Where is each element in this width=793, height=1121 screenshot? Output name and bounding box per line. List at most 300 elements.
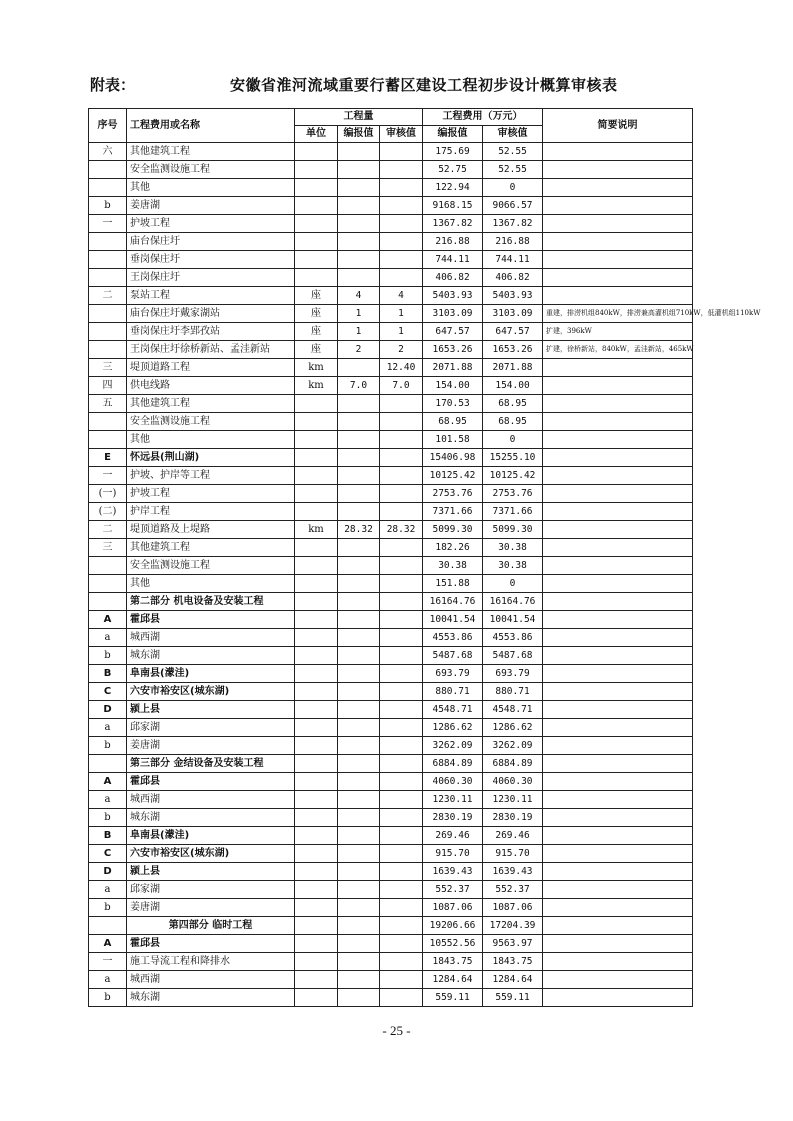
cell-cost-submitted: 744.11 (423, 251, 483, 269)
cell-note (543, 737, 693, 755)
table-row (89, 449, 693, 467)
cell-item-name: 王岗保庄圩徐桥新站、孟洼新站 (127, 341, 295, 359)
cell-qty-submitted (338, 971, 380, 989)
cell-cost-reviewed: 559.11 (483, 989, 543, 1007)
cell-cost-submitted: 154.00 (423, 377, 483, 395)
cell-item-name: 其他 (127, 179, 295, 197)
cell-row-number: 三 (89, 539, 127, 557)
cell-cost-reviewed: 2753.76 (483, 485, 543, 503)
cell-cost-submitted: 15406.98 (423, 449, 483, 467)
cell-cost-reviewed: 9066.57 (483, 197, 543, 215)
cell-qty-reviewed (380, 683, 423, 701)
cell-cost-submitted: 406.82 (423, 269, 483, 287)
cell-qty-reviewed (380, 827, 423, 845)
cell-qty-submitted (338, 629, 380, 647)
cell-row-number: 五 (89, 395, 127, 413)
table-row (89, 683, 693, 701)
cell-cost-submitted: 10552.56 (423, 935, 483, 953)
cell-qty-reviewed (380, 647, 423, 665)
cell-unit (295, 683, 338, 701)
cell-unit: 座 (295, 323, 338, 341)
cell-note (543, 503, 693, 521)
cell-unit: 座 (295, 341, 338, 359)
cell-note (543, 179, 693, 197)
cell-note (543, 953, 693, 971)
table-row (89, 863, 693, 881)
cell-row-number: a (89, 881, 127, 899)
cell-unit (295, 899, 338, 917)
cell-unit (295, 989, 338, 1007)
cell-qty-submitted (338, 395, 380, 413)
table-row (89, 971, 693, 989)
cell-item-name: 其他建筑工程 (127, 395, 295, 413)
cell-qty-reviewed (380, 251, 423, 269)
cell-cost-reviewed: 0 (483, 575, 543, 593)
cell-qty-submitted (338, 539, 380, 557)
table-row (89, 161, 693, 179)
cell-unit (295, 953, 338, 971)
table-row (89, 665, 693, 683)
cell-unit (295, 161, 338, 179)
cell-cost-reviewed: 744.11 (483, 251, 543, 269)
cell-qty-reviewed: 4 (380, 287, 423, 305)
cell-qty-reviewed (380, 935, 423, 953)
cell-qty-reviewed (380, 467, 423, 485)
cell-qty-submitted (338, 881, 380, 899)
cell-qty-reviewed (380, 575, 423, 593)
cell-item-name: 供电线路 (127, 377, 295, 395)
cell-qty-submitted (338, 935, 380, 953)
cell-cost-submitted: 1286.62 (423, 719, 483, 737)
cell-row-number: C (89, 683, 127, 701)
table-row (89, 287, 693, 305)
cell-qty-submitted (338, 701, 380, 719)
cell-qty-submitted: 4 (338, 287, 380, 305)
cell-note (543, 773, 693, 791)
cell-cost-reviewed: 406.82 (483, 269, 543, 287)
cell-item-name: 施工导流工程和降排水 (127, 953, 295, 971)
cell-cost-reviewed: 52.55 (483, 161, 543, 179)
cell-row-number: b (89, 647, 127, 665)
table-row (89, 359, 693, 377)
col-header-quantity: 工程量 (295, 109, 423, 126)
col-header-cost: 工程费用（万元） (423, 109, 543, 126)
cell-unit (295, 485, 338, 503)
cell-unit (295, 935, 338, 953)
cell-unit (295, 881, 338, 899)
document-title: 安徽省淮河流域重要行蓄区建设工程初步设计概算审核表 (230, 76, 618, 94)
cell-qty-submitted (338, 251, 380, 269)
cell-unit (295, 971, 338, 989)
cell-unit (295, 809, 338, 827)
cell-item-name: 第四部分 临时工程 (127, 917, 295, 935)
cell-note (543, 377, 693, 395)
cell-cost-submitted: 915.70 (423, 845, 483, 863)
cell-item-name: 庙台保庄圩 (127, 233, 295, 251)
table-row (89, 215, 693, 233)
table-row (89, 647, 693, 665)
cell-qty-reviewed (380, 899, 423, 917)
cell-note (543, 629, 693, 647)
cell-cost-submitted: 880.71 (423, 683, 483, 701)
cell-qty-reviewed: 1 (380, 305, 423, 323)
cell-note (543, 395, 693, 413)
cell-item-name: 堤顶道路及上堤路 (127, 521, 295, 539)
cell-item-name: 垂岗保庄圩 (127, 251, 295, 269)
cell-cost-submitted: 2071.88 (423, 359, 483, 377)
cell-cost-submitted: 1843.75 (423, 953, 483, 971)
table-row (89, 773, 693, 791)
cell-unit (295, 827, 338, 845)
col-header-name: 工程费用或名称 (127, 109, 295, 143)
cell-cost-reviewed: 4548.71 (483, 701, 543, 719)
cell-note (543, 413, 693, 431)
cell-qty-submitted (338, 413, 380, 431)
table-row (89, 305, 693, 323)
cell-row-number (89, 305, 127, 323)
cell-qty-reviewed (380, 233, 423, 251)
cell-note (543, 557, 693, 575)
cell-row-number: (二) (89, 503, 127, 521)
cell-cost-submitted: 1367.82 (423, 215, 483, 233)
cell-note (543, 935, 693, 953)
cell-unit (295, 395, 338, 413)
cell-qty-submitted (338, 431, 380, 449)
cell-qty-reviewed (380, 881, 423, 899)
cell-row-number (89, 575, 127, 593)
cell-item-name: 其他 (127, 575, 295, 593)
table-row (89, 431, 693, 449)
table-row (89, 413, 693, 431)
cell-note (543, 917, 693, 935)
cell-note (543, 755, 693, 773)
cell-unit: 座 (295, 305, 338, 323)
cell-note (543, 665, 693, 683)
cell-qty-reviewed (380, 143, 423, 161)
cell-cost-reviewed: 647.57 (483, 323, 543, 341)
cell-note (543, 701, 693, 719)
table-row (89, 935, 693, 953)
cell-note (543, 485, 693, 503)
cell-qty-reviewed (380, 989, 423, 1007)
table-row (89, 323, 693, 341)
cell-qty-reviewed (380, 845, 423, 863)
cell-qty-reviewed (380, 791, 423, 809)
cell-cost-reviewed: 5403.93 (483, 287, 543, 305)
cell-note (543, 611, 693, 629)
table-row (89, 521, 693, 539)
cell-cost-submitted: 182.26 (423, 539, 483, 557)
cell-cost-reviewed: 915.70 (483, 845, 543, 863)
cell-row-number: 二 (89, 521, 127, 539)
table-row (89, 809, 693, 827)
cell-row-number: a (89, 791, 127, 809)
cell-note (543, 827, 693, 845)
cell-unit (295, 143, 338, 161)
cell-row-number (89, 557, 127, 575)
cell-qty-submitted (338, 197, 380, 215)
cell-row-number: 一 (89, 467, 127, 485)
cell-qty-submitted: 2 (338, 341, 380, 359)
cell-note (543, 593, 693, 611)
table-row (89, 593, 693, 611)
cell-item-name: 护坡工程 (127, 485, 295, 503)
cell-qty-submitted (338, 503, 380, 521)
cell-qty-submitted (338, 917, 380, 935)
cell-note (543, 719, 693, 737)
cell-item-name: 堤顶道路工程 (127, 359, 295, 377)
col-header-cost-submitted: 编报值 (423, 126, 483, 143)
table-row (89, 143, 693, 161)
table-row (89, 251, 693, 269)
cell-row-number: a (89, 971, 127, 989)
cell-qty-submitted (338, 953, 380, 971)
cell-qty-reviewed (380, 539, 423, 557)
cell-cost-submitted: 552.37 (423, 881, 483, 899)
cell-note (543, 971, 693, 989)
cell-qty-submitted (338, 557, 380, 575)
cell-note (543, 809, 693, 827)
cell-unit (295, 413, 338, 431)
table-row (89, 557, 693, 575)
cell-row-number: B (89, 827, 127, 845)
cell-qty-reviewed (380, 701, 423, 719)
cell-item-name: 霍邱县 (127, 935, 295, 953)
col-header-cost-reviewed: 审核值 (483, 126, 543, 143)
table-row (89, 755, 693, 773)
cell-unit (295, 593, 338, 611)
cell-item-name: 城东湖 (127, 647, 295, 665)
cell-row-number: b (89, 809, 127, 827)
cell-qty-reviewed (380, 773, 423, 791)
cell-item-name: 泵站工程 (127, 287, 295, 305)
cell-note (543, 197, 693, 215)
table-row (89, 179, 693, 197)
table-row (89, 845, 693, 863)
cell-unit (295, 269, 338, 287)
cell-qty-reviewed (380, 737, 423, 755)
col-header-no: 序号 (89, 109, 127, 143)
cell-cost-submitted: 4553.86 (423, 629, 483, 647)
cell-qty-submitted (338, 179, 380, 197)
cell-cost-reviewed: 7371.66 (483, 503, 543, 521)
cell-qty-reviewed (380, 197, 423, 215)
cell-cost-reviewed: 1367.82 (483, 215, 543, 233)
cell-item-name: 姜唐湖 (127, 737, 295, 755)
col-header-note: 简要说明 (543, 109, 693, 143)
cell-cost-submitted: 216.88 (423, 233, 483, 251)
cell-row-number (89, 269, 127, 287)
cell-item-name: 姜唐湖 (127, 197, 295, 215)
cell-unit (295, 215, 338, 233)
cell-cost-reviewed: 1087.06 (483, 899, 543, 917)
cell-note (543, 521, 693, 539)
cell-cost-submitted: 9168.15 (423, 197, 483, 215)
cell-row-number (89, 233, 127, 251)
cell-note (543, 215, 693, 233)
cell-note (543, 287, 693, 305)
table-row (89, 467, 693, 485)
cell-unit (295, 755, 338, 773)
cell-row-number: A (89, 773, 127, 791)
cell-qty-submitted (338, 719, 380, 737)
cell-qty-submitted (338, 665, 380, 683)
cell-item-name: 邱家湖 (127, 881, 295, 899)
cell-note (543, 989, 693, 1007)
cell-unit (295, 629, 338, 647)
cell-row-number (89, 341, 127, 359)
cell-unit (295, 251, 338, 269)
cell-cost-submitted: 10041.54 (423, 611, 483, 629)
table-row (89, 377, 693, 395)
cell-cost-reviewed: 693.79 (483, 665, 543, 683)
cell-cost-submitted: 175.69 (423, 143, 483, 161)
cell-note (543, 449, 693, 467)
cell-qty-submitted (338, 233, 380, 251)
page-number: - 25 - (382, 1023, 411, 1038)
cell-row-number: B (89, 665, 127, 683)
cell-qty-submitted: 7.0 (338, 377, 380, 395)
cell-item-name: 护坡工程 (127, 215, 295, 233)
cell-row-number: b (89, 899, 127, 917)
cell-qty-reviewed (380, 179, 423, 197)
cell-item-name: 怀远县(荆山湖) (127, 449, 295, 467)
cell-cost-submitted: 3103.09 (423, 305, 483, 323)
cell-qty-submitted (338, 845, 380, 863)
cell-qty-submitted (338, 863, 380, 881)
cell-cost-submitted: 170.53 (423, 395, 483, 413)
cell-row-number (89, 917, 127, 935)
cell-qty-submitted (338, 683, 380, 701)
cell-unit (295, 863, 338, 881)
cell-cost-reviewed: 269.46 (483, 827, 543, 845)
cell-qty-submitted: 28.32 (338, 521, 380, 539)
cell-cost-reviewed: 6884.89 (483, 755, 543, 773)
cell-item-name: 城东湖 (127, 809, 295, 827)
cell-cost-reviewed: 5099.30 (483, 521, 543, 539)
cell-unit: km (295, 359, 338, 377)
cell-cost-reviewed: 30.38 (483, 539, 543, 557)
cell-cost-submitted: 30.38 (423, 557, 483, 575)
table-row (89, 791, 693, 809)
cell-qty-submitted (338, 809, 380, 827)
cell-row-number (89, 323, 127, 341)
cell-item-name: 王岗保庄圩 (127, 269, 295, 287)
cell-cost-reviewed: 2830.19 (483, 809, 543, 827)
cell-cost-submitted: 1230.11 (423, 791, 483, 809)
cell-item-name: 城西湖 (127, 791, 295, 809)
cell-qty-submitted (338, 575, 380, 593)
cell-row-number: a (89, 629, 127, 647)
cell-item-name: 城西湖 (127, 971, 295, 989)
cell-cost-reviewed: 1230.11 (483, 791, 543, 809)
cell-note (543, 251, 693, 269)
table-row (89, 989, 693, 1007)
cell-row-number: A (89, 935, 127, 953)
cell-cost-reviewed: 2071.88 (483, 359, 543, 377)
table-row (89, 197, 693, 215)
cell-cost-reviewed: 16164.76 (483, 593, 543, 611)
cell-cost-reviewed: 3262.09 (483, 737, 543, 755)
cell-row-number: b (89, 197, 127, 215)
cell-cost-reviewed: 5487.68 (483, 647, 543, 665)
cell-note (543, 233, 693, 251)
cell-qty-reviewed (380, 611, 423, 629)
cell-row-number: D (89, 701, 127, 719)
cell-row-number (89, 161, 127, 179)
cell-qty-submitted (338, 269, 380, 287)
cell-qty-reviewed (380, 809, 423, 827)
table-header (89, 109, 693, 143)
cell-cost-submitted: 1653.26 (423, 341, 483, 359)
cell-qty-submitted (338, 899, 380, 917)
table-row (89, 233, 693, 251)
cell-row-number: 六 (89, 143, 127, 161)
cell-item-name: 六安市裕安区(城东湖) (127, 845, 295, 863)
cell-note (543, 161, 693, 179)
table-row (89, 719, 693, 737)
cell-cost-reviewed: 1286.62 (483, 719, 543, 737)
cell-cost-submitted: 1087.06 (423, 899, 483, 917)
cell-unit (295, 917, 338, 935)
budget-review-table (88, 108, 761, 1007)
cell-qty-submitted (338, 647, 380, 665)
cell-cost-submitted: 5487.68 (423, 647, 483, 665)
cell-item-name: 安全监测设施工程 (127, 413, 295, 431)
cell-note (543, 359, 693, 377)
cell-cost-reviewed: 1639.43 (483, 863, 543, 881)
cell-cost-reviewed: 68.95 (483, 395, 543, 413)
cell-qty-reviewed (380, 863, 423, 881)
cell-unit (295, 197, 338, 215)
cell-unit (295, 611, 338, 629)
cell-note (543, 845, 693, 863)
cell-item-name: 护岸工程 (127, 503, 295, 521)
cell-qty-reviewed (380, 413, 423, 431)
table-row (89, 827, 693, 845)
cell-row-number: 二 (89, 287, 127, 305)
cell-cost-submitted: 559.11 (423, 989, 483, 1007)
cell-unit (295, 467, 338, 485)
cell-cost-reviewed: 880.71 (483, 683, 543, 701)
cell-qty-reviewed: 28.32 (380, 521, 423, 539)
table-row (89, 917, 693, 935)
cell-unit (295, 647, 338, 665)
cell-qty-reviewed (380, 917, 423, 935)
cell-unit (295, 773, 338, 791)
cell-cost-submitted: 693.79 (423, 665, 483, 683)
cell-row-number (89, 431, 127, 449)
col-header-qty-reviewed: 审核值 (380, 126, 423, 143)
cell-unit (295, 539, 338, 557)
cell-row-number: 一 (89, 953, 127, 971)
table-row (89, 881, 693, 899)
cell-qty-submitted (338, 791, 380, 809)
col-header-qty-submitted: 编报值 (338, 126, 380, 143)
cell-qty-reviewed (380, 719, 423, 737)
cell-cost-reviewed: 4060.30 (483, 773, 543, 791)
cell-item-name: 垂岗保庄圩李郢孜站 (127, 323, 295, 341)
table-row (89, 485, 693, 503)
cell-qty-reviewed (380, 557, 423, 575)
cell-item-name: 其他建筑工程 (127, 143, 295, 161)
cell-note (543, 791, 693, 809)
cell-row-number: 一 (89, 215, 127, 233)
cell-qty-submitted (338, 611, 380, 629)
cell-qty-reviewed (380, 665, 423, 683)
cell-row-number (89, 179, 127, 197)
cell-qty-reviewed (380, 953, 423, 971)
